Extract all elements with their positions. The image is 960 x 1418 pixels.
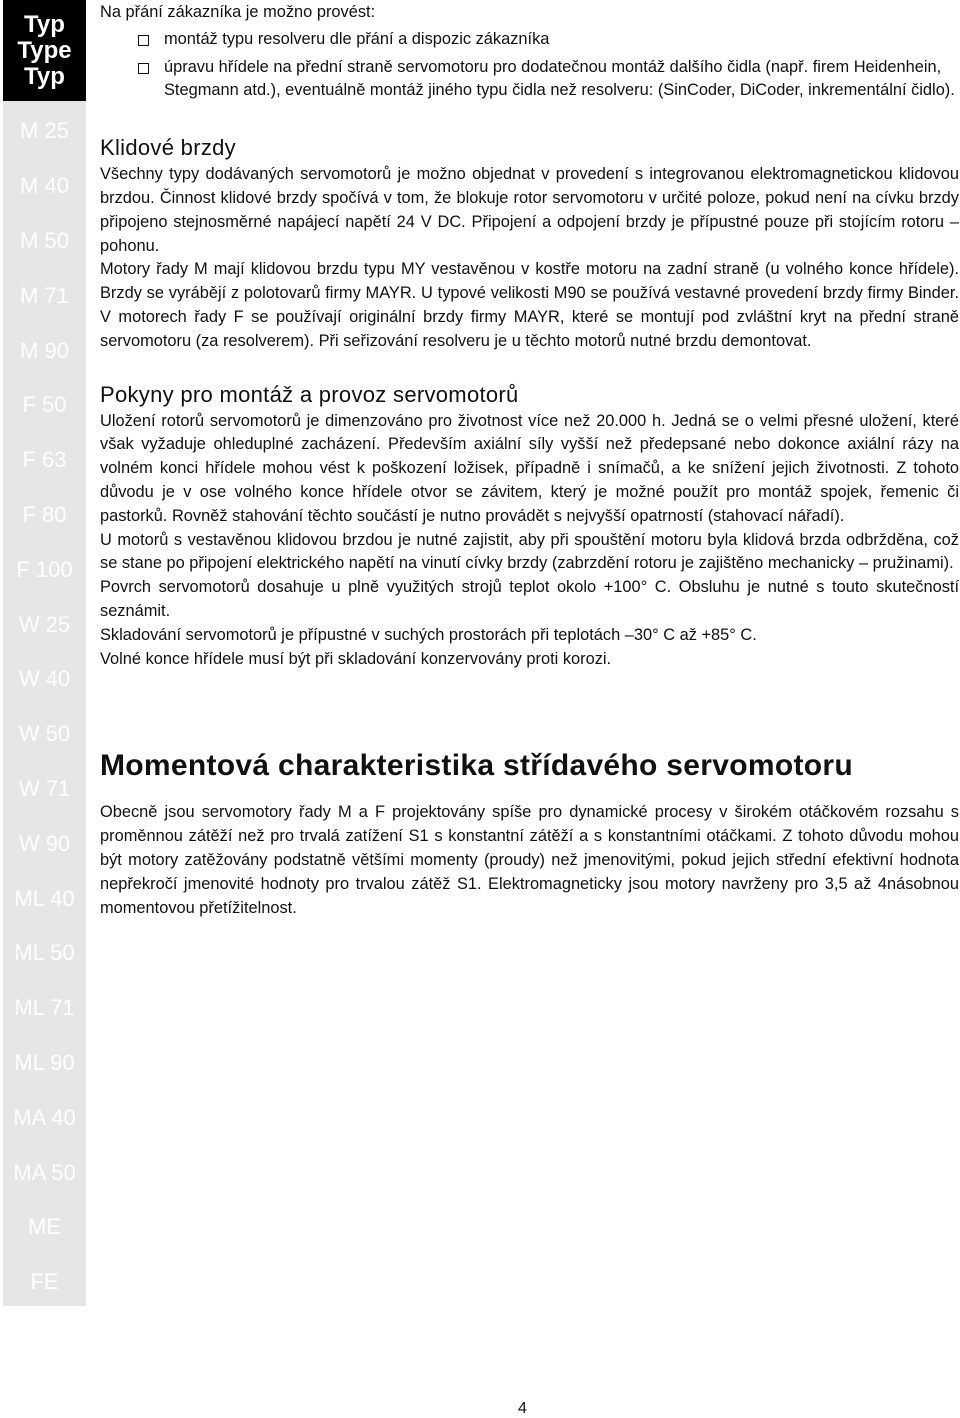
sidebar-item[interactable]: MA 50 (13, 1159, 76, 1185)
sidebar-item[interactable]: F 80 (22, 501, 67, 527)
sidebar-item[interactable]: M 40 (20, 173, 69, 199)
sidebar-item[interactable]: M 25 (20, 118, 69, 144)
sidebar-item[interactable]: FE (30, 1269, 59, 1295)
bullet-text: montáž typu resolveru dle přání a dispozic zákazníka (164, 29, 550, 48)
sidebar-item[interactable]: M 50 (20, 227, 69, 253)
bullet-item (100, 28, 959, 52)
checkbox-icon (138, 63, 149, 74)
checkbox-icon (138, 35, 149, 46)
sidebar-item[interactable]: ML 71 (14, 995, 75, 1021)
installation-section (100, 382, 959, 672)
torque-section (100, 749, 959, 920)
sidebar-item[interactable]: W 71 (18, 775, 71, 801)
page-number: 4 (518, 1400, 527, 1417)
sidebar-item[interactable]: F 50 (22, 392, 67, 418)
paragraph: Volné konce hřídele musí být při skladování konzervovány proti korozi. (100, 649, 612, 668)
sidebar-item[interactable]: F 100 (16, 556, 73, 582)
brakes-section (100, 135, 959, 353)
sidebar-item[interactable]: W 90 (18, 830, 71, 856)
paragraph: Všechny typy dodávaných servomotorů je možno objednat v provedení s integrovanou elektromagnetickou klidovou brzdou. Činnost klidové brzdy spočívá v tom, že blokuje rotor servomotoru v určité poloze, pokud není na cívku brzdy připojeno stejnosměrné napájecí napětí 24 V DC. Připojení a odpojení brzdy je přípustné pouze při stojícím rotoru – pohonu. (100, 165, 959, 255)
sidebar-item[interactable]: W 25 (18, 611, 71, 637)
sidebar-header (3, 0, 86, 101)
sidebar-item[interactable]: ML 90 (14, 1049, 75, 1075)
paragraph: Motory řady M mají klidovou brzdu typu MY vestavěnou v kostře motoru na zadní straně (u volného konce hřídele). Brzdy se vyrábějí z polotovarů firmy MAYR. U typové velikosti M90 se používá vestavné provedení brzdy firmy Binder. V motorech řady F se používají originální brzdy firmy MAYR, které se montují pod zvláštní kryt na přední straně servomotoru (za resolverem). Při seřizování resolveru je u těchto motorů nutné brzdu demontovat. (100, 260, 959, 350)
sidebar-item[interactable]: M 71 (20, 282, 69, 308)
sidebar-item[interactable]: MA 40 (13, 1104, 76, 1130)
sidebar-header-line: Typ (24, 62, 65, 90)
sidebar-header-line: Type (17, 36, 72, 64)
type-sidebar (3, 0, 86, 1306)
sidebar-item[interactable]: ML 50 (14, 940, 75, 966)
section-heading: Pokyny pro montáž a provoz servomotorů (100, 381, 519, 407)
sidebar-type-list (3, 101, 86, 1310)
sidebar-header-line: Typ (24, 10, 65, 38)
paragraph: U motorů s vestavěnou klidovou brzdou je nutné zajistit, aby při spouštění motoru byla klidová brzda odbržděna, což se stane po připojení elektrického napětí na vinutí cívky brzdy (zabrzdění rotoru je zajištěno mechanicky – pružinami). (100, 530, 959, 573)
bullet-text: úpravu hřídele na přední straně servomotoru pro dodatečnou montáž dalšího čidla (např. firem Heidenhein, Stegmann atd.), eventuálně montáž jiného typu čidla než resolveru: (SinCoder, DiCoder, inkrementální čidlo). (164, 57, 955, 100)
bullet-item (100, 56, 959, 104)
main-content (100, 0, 959, 920)
sidebar-item[interactable]: ML 40 (14, 885, 75, 911)
paragraph: Uložení rotorů servomotorů je dimenzováno pro životnost více než 20.000 h. Jedná se o velmi přesné uložení, které však vyžaduje ohleduplné zacházení. Především axiální síly vyšší než předepsané nebo dokonce axiální rázy na volném konci hřídele mohou vést k poškození ložisek, případně i snímačů, a ke snížení jejich životnosti. Z tohoto důvodu je v ose volného konce hřídele otvor se závitem, který je možné použít pro montáž spojek, řemenic či pastorků. Rovněž stahování těchto součástí je nutno provádět s nejvyšší opatrností (stahovací nářadí). (100, 411, 959, 525)
paragraph: Skladování servomotorů je přípustné v suchých prostorách při teplotách –30° C až +85° C. (100, 625, 757, 644)
sidebar-item[interactable]: W 50 (18, 721, 71, 747)
sidebar-item[interactable]: M 90 (20, 337, 69, 363)
sidebar-item[interactable]: W 40 (18, 666, 71, 692)
paragraph: Obecně jsou servomotory řady M a F projektovány spíše pro dynamické procesy v širokém otáčkovém rozsahu s proměnnou zátěží než pro trvalá zatížení S1 s konstantní zátěží a s konstantními otáčkami. Z tohoto důvodu mohou být motory zatěžovány podstatně většími momenty (proudy) než jmenovitými, pokud jejich střední efektivní hodnota nepřekročí jmenovité hodnoty pro trvalou zátěž S1. Elektromagneticky jsou motory navrženy pro 3,5 až 4násobnou momentovou přetížitelnost. (100, 803, 959, 917)
paragraph: Povrch servomotorů dosahuje u plně využitých strojů teplot okolo +100° C. Obsluhu je nutné s touto skutečností seznámit. (100, 578, 959, 620)
intro-line: Na přání zákazníka je možno provést: (100, 3, 376, 21)
intro-section (100, 0, 959, 103)
chapter-heading: Momentová charakteristika střídavého servomotoru (100, 749, 853, 783)
sidebar-item[interactable]: ME (28, 1214, 61, 1240)
section-heading: Klidové brzdy (100, 135, 236, 161)
sidebar-item[interactable]: F 63 (22, 447, 67, 473)
